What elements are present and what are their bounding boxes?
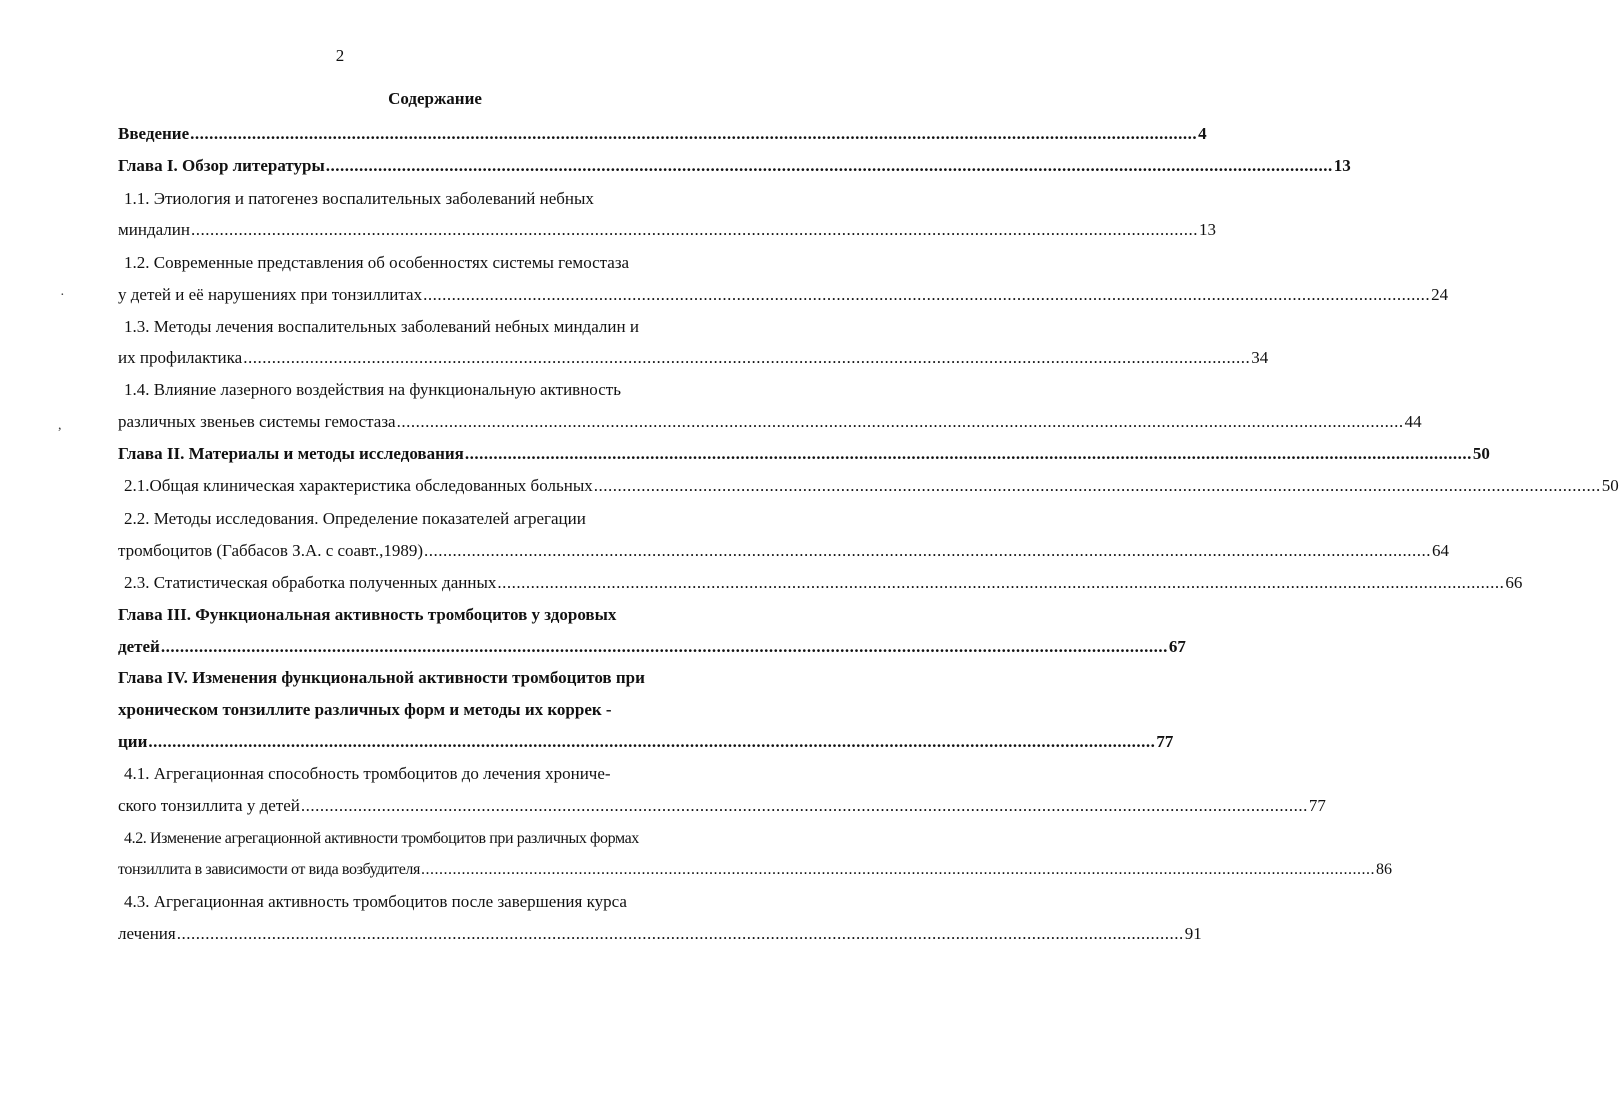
toc-entry-title: Глава I. Обзор литературы: [118, 156, 325, 175]
dot-leader: ....................................................................................................................................................................................................................: [190, 220, 1198, 239]
toc-entry-title: 1.3. Методы лечения воспалительных заболеваний небных миндалин и: [124, 317, 639, 336]
toc-entry-4-3-cont[interactable]: [118, 921, 1202, 947]
toc-entry-2-3[interactable]: [118, 570, 1523, 596]
toc-entry-2-2-cont[interactable]: [118, 538, 1450, 564]
toc-entry-title: миндалин: [118, 220, 190, 239]
toc-entry-title: детей: [118, 637, 160, 656]
toc-page-number: 50: [1472, 444, 1490, 463]
toc-entry-title: лечения: [118, 924, 176, 943]
toc-page-number: 77: [1156, 732, 1174, 751]
dot-leader: ....................................................................................................................................................................................................................: [420, 861, 1375, 878]
toc-entry-chapter-4-cont[interactable]: [118, 697, 752, 723]
dot-leader: ....................................................................................................................................................................................................................: [424, 541, 1432, 560]
toc-entry-1-4[interactable]: [118, 377, 752, 403]
toc-entry-chapter-3-cont[interactable]: [118, 634, 1186, 660]
toc-entry-title: ции: [118, 732, 148, 751]
toc-entry-title: Глава IV. Изменения функциональной активности тромбоцитов при: [118, 668, 645, 687]
toc-entry-2-1[interactable]: [118, 473, 1619, 499]
toc-entry-chapter-4[interactable]: [118, 665, 752, 691]
toc-entry-4-2-cont[interactable]: [118, 857, 1392, 883]
toc-entry-title: хроническом тонзиллите различных форм и методы их коррек -: [118, 700, 612, 719]
toc-entry-4-3[interactable]: [118, 889, 752, 915]
dot-leader: ....................................................................................................................................................................................................................: [593, 476, 1601, 495]
toc-entry-chapter-3[interactable]: [118, 602, 752, 628]
toc-entry-title: тромбоцитов (Габбасов З.А. с соавт.,1989): [118, 541, 424, 560]
toc-page-number: 34: [1251, 348, 1269, 367]
dot-leader: ....................................................................................................................................................................................................................: [300, 796, 1308, 815]
toc-entry-title: Введение: [118, 124, 190, 143]
dot-leader: ....................................................................................................................................................................................................................: [148, 732, 1156, 751]
toc-entry-title: 2.2. Методы исследования. Определение показателей агрегации: [124, 509, 586, 528]
toc-entry-1-3[interactable]: [118, 314, 752, 340]
toc-page-number: 13: [1333, 156, 1351, 175]
toc-page-number: 13: [1198, 220, 1216, 239]
toc-page-number: 24: [1431, 285, 1449, 304]
dot-leader: ....................................................................................................................................................................................................................: [423, 285, 1431, 304]
scan-mark: ·: [60, 288, 65, 303]
dot-leader: ....................................................................................................................................................................................................................: [497, 573, 1505, 592]
contents-heading: Содержание: [388, 89, 482, 108]
toc-entry-title: 1.4. Влияние лазерного воздействия на функциональную активность: [124, 380, 621, 399]
toc-entry-4-1-cont[interactable]: [118, 793, 1326, 819]
toc-page-number: 4: [1198, 124, 1207, 143]
toc-entry-title: у детей и её нарушениях при тонзиллитах: [118, 285, 423, 304]
toc-entry-1-2[interactable]: [118, 250, 752, 276]
toc-entry-title: Глава III. Функциональная активность тромбоцитов у здоровых: [118, 605, 617, 624]
toc-entry-1-2-cont[interactable]: [118, 282, 1449, 308]
toc-page-number: 77: [1308, 796, 1326, 815]
toc-entry-title: их профилактика: [118, 348, 243, 367]
toc-page-number: 86: [1375, 861, 1392, 878]
dot-leader: ....................................................................................................................................................................................................................: [464, 444, 1472, 463]
dot-leader: ....................................................................................................................................................................................................................: [396, 412, 1404, 431]
toc-page-number: 66: [1505, 573, 1523, 592]
toc-page-number: 91: [1184, 924, 1202, 943]
toc-entry-introduction[interactable]: [118, 121, 1207, 147]
toc-entry-title: 1.2. Современные представления об особенностях системы гемостаза: [124, 253, 630, 272]
toc-entry-title: 1.1. Этиология и патогенез воспалительных заболеваний небных: [124, 189, 594, 208]
toc-entry-title: 2.3. Статистическая обработка полученных данных: [124, 573, 497, 592]
dot-leader: ....................................................................................................................................................................................................................: [325, 156, 1333, 175]
toc-entry-title: различных звеньев системы гемостаза: [118, 412, 396, 431]
toc-entry-1-4-cont[interactable]: [118, 409, 1422, 435]
toc-entry-title: 2.1.Общая клиническая характеристика обследованных больных: [124, 476, 593, 495]
toc-page-number: 64: [1432, 541, 1450, 560]
toc-entry-title: 4.1. Агрегационная способность тромбоцитов до лечения хрониче-: [124, 764, 611, 783]
scan-mark: ,: [58, 418, 62, 433]
toc-entry-title: тонзиллита в зависимости от вида возбудителя: [118, 861, 420, 878]
toc-entry-title: 4.2. Изменение агрегационной активности тромбоцитов при различных формах: [124, 830, 639, 847]
dot-leader: ....................................................................................................................................................................................................................: [160, 637, 1168, 656]
toc-entry-4-2[interactable]: [118, 826, 752, 852]
toc-entry-title: 4.3. Агрегационная активность тромбоцитов после завершения курса: [124, 892, 627, 911]
toc-entry-chapter-2[interactable]: [118, 441, 1490, 467]
toc-entry-title: ского тонзиллита у детей: [118, 796, 300, 815]
toc-entry-4-1[interactable]: [118, 761, 752, 787]
toc-entry-1-1-cont[interactable]: [118, 217, 1216, 243]
toc-entry-1-3-cont[interactable]: [118, 345, 1269, 371]
toc-page-number: 44: [1404, 412, 1422, 431]
toc-entry-1-1[interactable]: [118, 186, 752, 212]
toc-entry-title: Глава II. Материалы и методы исследования: [118, 444, 464, 463]
dot-leader: ....................................................................................................................................................................................................................: [176, 924, 1184, 943]
toc-page-number: 50: [1601, 476, 1619, 495]
dot-leader: ....................................................................................................................................................................................................................: [243, 348, 1251, 367]
dot-leader: ....................................................................................................................................................................................................................: [190, 124, 1198, 143]
page-number: 2: [335, 46, 345, 65]
toc-entry-2-2[interactable]: [118, 506, 752, 532]
toc-page-number: 67: [1168, 637, 1186, 656]
toc-entry-chapter-1[interactable]: [118, 153, 1351, 179]
toc-entry-chapter-4-cont2[interactable]: [118, 729, 1174, 755]
